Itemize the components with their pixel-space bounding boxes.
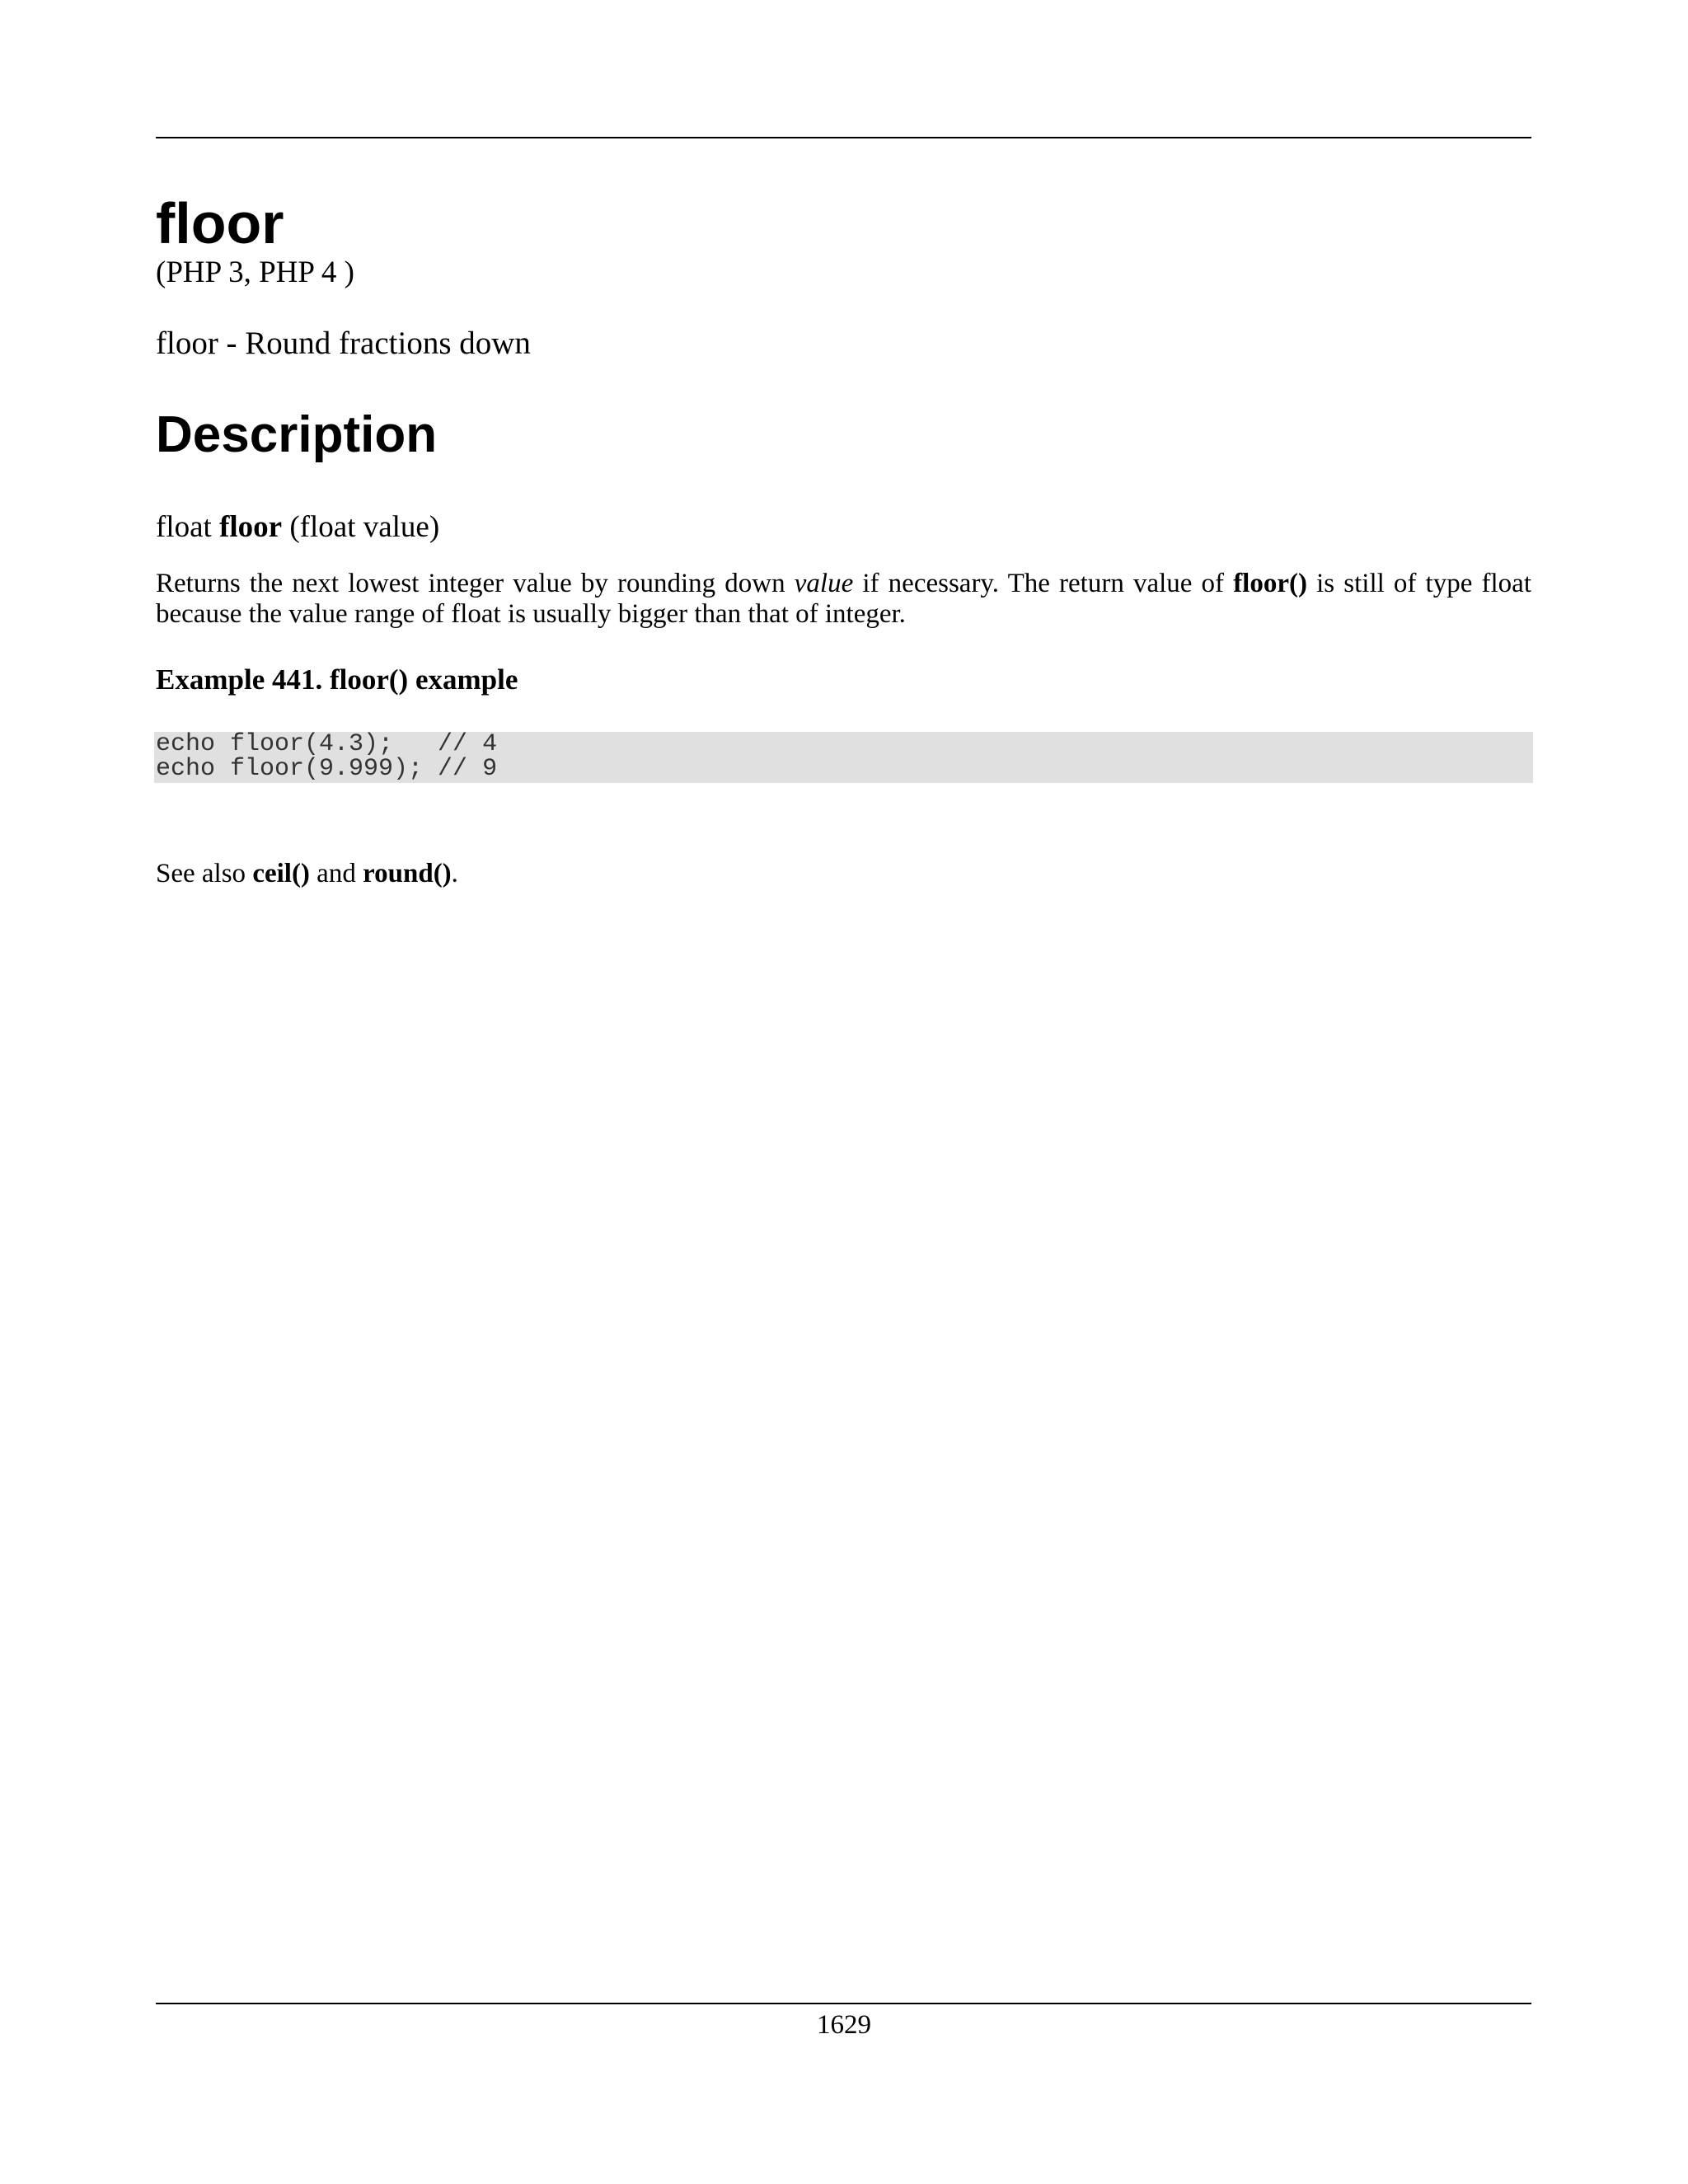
synopsis-return-type: float <box>156 510 212 544</box>
desc-text-1: Returns the next lowest integer value by rounding down <box>156 569 795 598</box>
see-also-suffix: . <box>451 859 458 888</box>
code-line: echo floor(4.3); // 4 <box>156 730 498 758</box>
see-also-round-link[interactable]: round() <box>363 859 452 888</box>
example-title: Example 441. floor() example <box>156 663 518 696</box>
param-value: value <box>794 569 854 598</box>
see-also-middle: and <box>309 859 363 888</box>
header-rule <box>156 137 1531 138</box>
see-also <box>156 853 458 894</box>
desc-text-3: is still of type float because the value range of float is usually bigger than that of integer. <box>156 569 1531 629</box>
see-also-prefix: See also <box>156 859 253 888</box>
function-purpose: floor - Round fractions down <box>156 326 531 361</box>
see-also-ceil-link[interactable]: ceil() <box>252 859 310 888</box>
version-info: (PHP 3, PHP 4 ) <box>156 255 354 289</box>
synopsis-function-name: floor <box>219 510 283 544</box>
synopsis-params: (float value) <box>289 510 440 544</box>
function-ref: floor() <box>1233 569 1307 598</box>
description-heading: Description <box>156 406 438 463</box>
description-paragraph <box>156 569 1531 630</box>
function-title: floor <box>156 191 284 255</box>
desc-text-2: if necessary. The return value of <box>853 569 1234 598</box>
function-synopsis <box>156 507 439 548</box>
code-example <box>154 732 1533 783</box>
code-line: echo floor(9.999); // 9 <box>156 755 498 783</box>
page-number: 1629 <box>817 2010 871 2040</box>
